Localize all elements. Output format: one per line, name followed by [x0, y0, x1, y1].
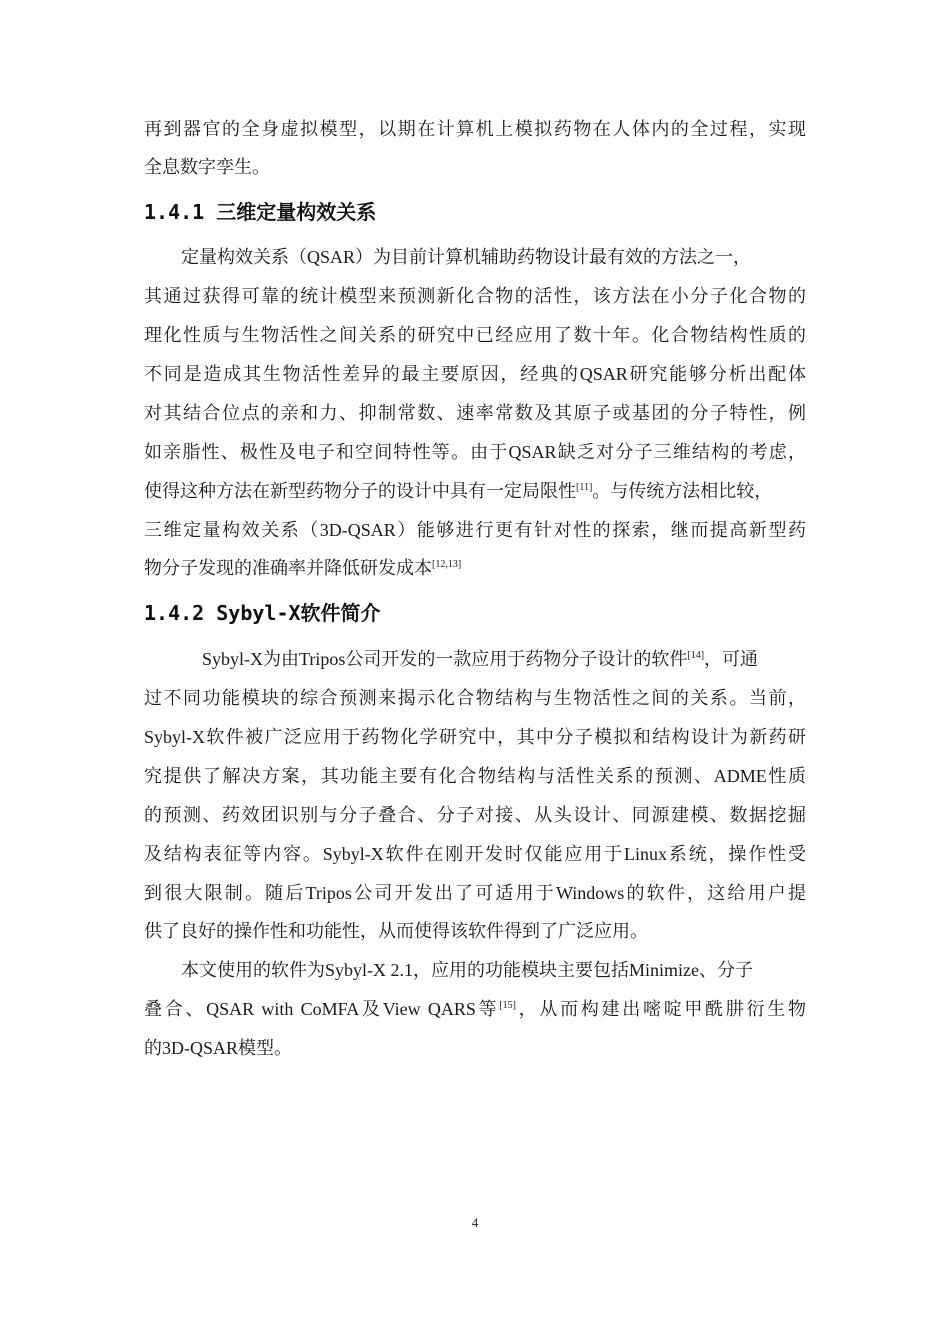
paragraph-line: 三维定量构效关系（3D-QSAR）能够进行更有针对性的探索，继而提高新型药: [144, 520, 806, 540]
paragraph-line: 再到器官的全身虚拟模型，以期在计算机上模拟药物在人体内的全过程，实现: [144, 119, 806, 139]
text-span: ，可通: [704, 649, 759, 669]
paragraph-line: 及结构表征等内容。Sybyl-X软件在刚开发时仅能应用于Linux系统，操作性受: [144, 844, 806, 864]
paragraph-line: 的3D-QSAR模型。: [144, 1038, 293, 1058]
citation-ref: [11]: [576, 482, 593, 493]
paragraph-line: 供了良好的操作性和功能性，从而使得该软件得到了广泛应用。: [144, 921, 648, 941]
paragraph-line: 不同是造成其生物活性差异的最主要原因，经典的QSAR研究能够分析出配体: [144, 364, 806, 384]
paragraph-line: 其通过获得可靠的统计模型来预测新化合物的活性，该方法在小分子化合物的: [144, 286, 806, 306]
citation-ref: [14]: [687, 650, 705, 661]
text-span: Sybyl-X为由Tripos公司开发的一款应用于药物分子设计的软件: [202, 649, 688, 669]
paragraph-line: 究提供了解决方案，其功能主要有化合物结构与活性关系的预测、ADME性质: [144, 766, 806, 786]
paragraph-line: [144, 479, 772, 503]
paragraph-line: 理化性质与生物活性之间关系的研究中已经应用了数十年。化合物结构性质的: [144, 325, 806, 345]
page-number: 4: [471, 1215, 479, 1230]
paragraph-line: 的预测、药效团识别与分子叠合、分子对接、从头设计、同源建模、数据挖掘: [144, 805, 806, 825]
paragraph-line: 到很大限制。随后Tripos公司开发出了可适用于Windows的软件，这给用户提: [144, 883, 806, 903]
paragraph-line: [144, 997, 806, 1021]
section-heading-1-4-2: 1.4.2 Sybyl-X软件简介: [144, 601, 381, 625]
text-span: 。与传统方法相比较，: [592, 481, 773, 501]
paragraph-line: 过不同功能模块的综合预测来揭示化合物结构与生物活性之间的关系。当前，: [144, 688, 806, 708]
paragraph-line: 定量构效关系（QSAR）为目前计算机辅助药物设计最有效的方法之一，: [181, 247, 752, 267]
citation-ref: [12,13]: [432, 559, 462, 570]
paragraph-line: [202, 647, 758, 671]
paragraph-line: 本文使用的软件为Sybyl-X 2.1，应用的功能模块主要包括Minimize、分子: [181, 960, 753, 980]
paragraph-line: 如亲脂性、极性及电子和空间特性等。由于QSAR缺乏对分子三维结构的考虑，: [144, 442, 806, 462]
text-span: 使得这种方法在新型药物分子的设计中具有一定局限性: [144, 481, 576, 501]
text-span: 物分子发现的准确率并降低研发成本: [144, 558, 432, 578]
text-span: ，从而构建出嘧啶甲酰肼衍生物: [515, 999, 807, 1019]
paragraph-line: [144, 556, 461, 580]
section-heading-1-4-1: 1.4.1 三维定量构效关系: [144, 200, 377, 224]
paragraph-line: Sybyl-X软件被广泛应用于药物化学研究中，其中分子模拟和结构设计为新药研: [144, 727, 806, 747]
citation-ref: [15]: [499, 1000, 516, 1011]
paragraph-line: 对其结合位点的亲和力、抑制常数、速率常数及其原子或基团的分子特性，例: [144, 403, 806, 423]
paragraph-line: 全息数字孪生。: [144, 157, 270, 177]
text-span: 叠合、QSAR with CoMFA及View QARS等: [144, 999, 500, 1019]
